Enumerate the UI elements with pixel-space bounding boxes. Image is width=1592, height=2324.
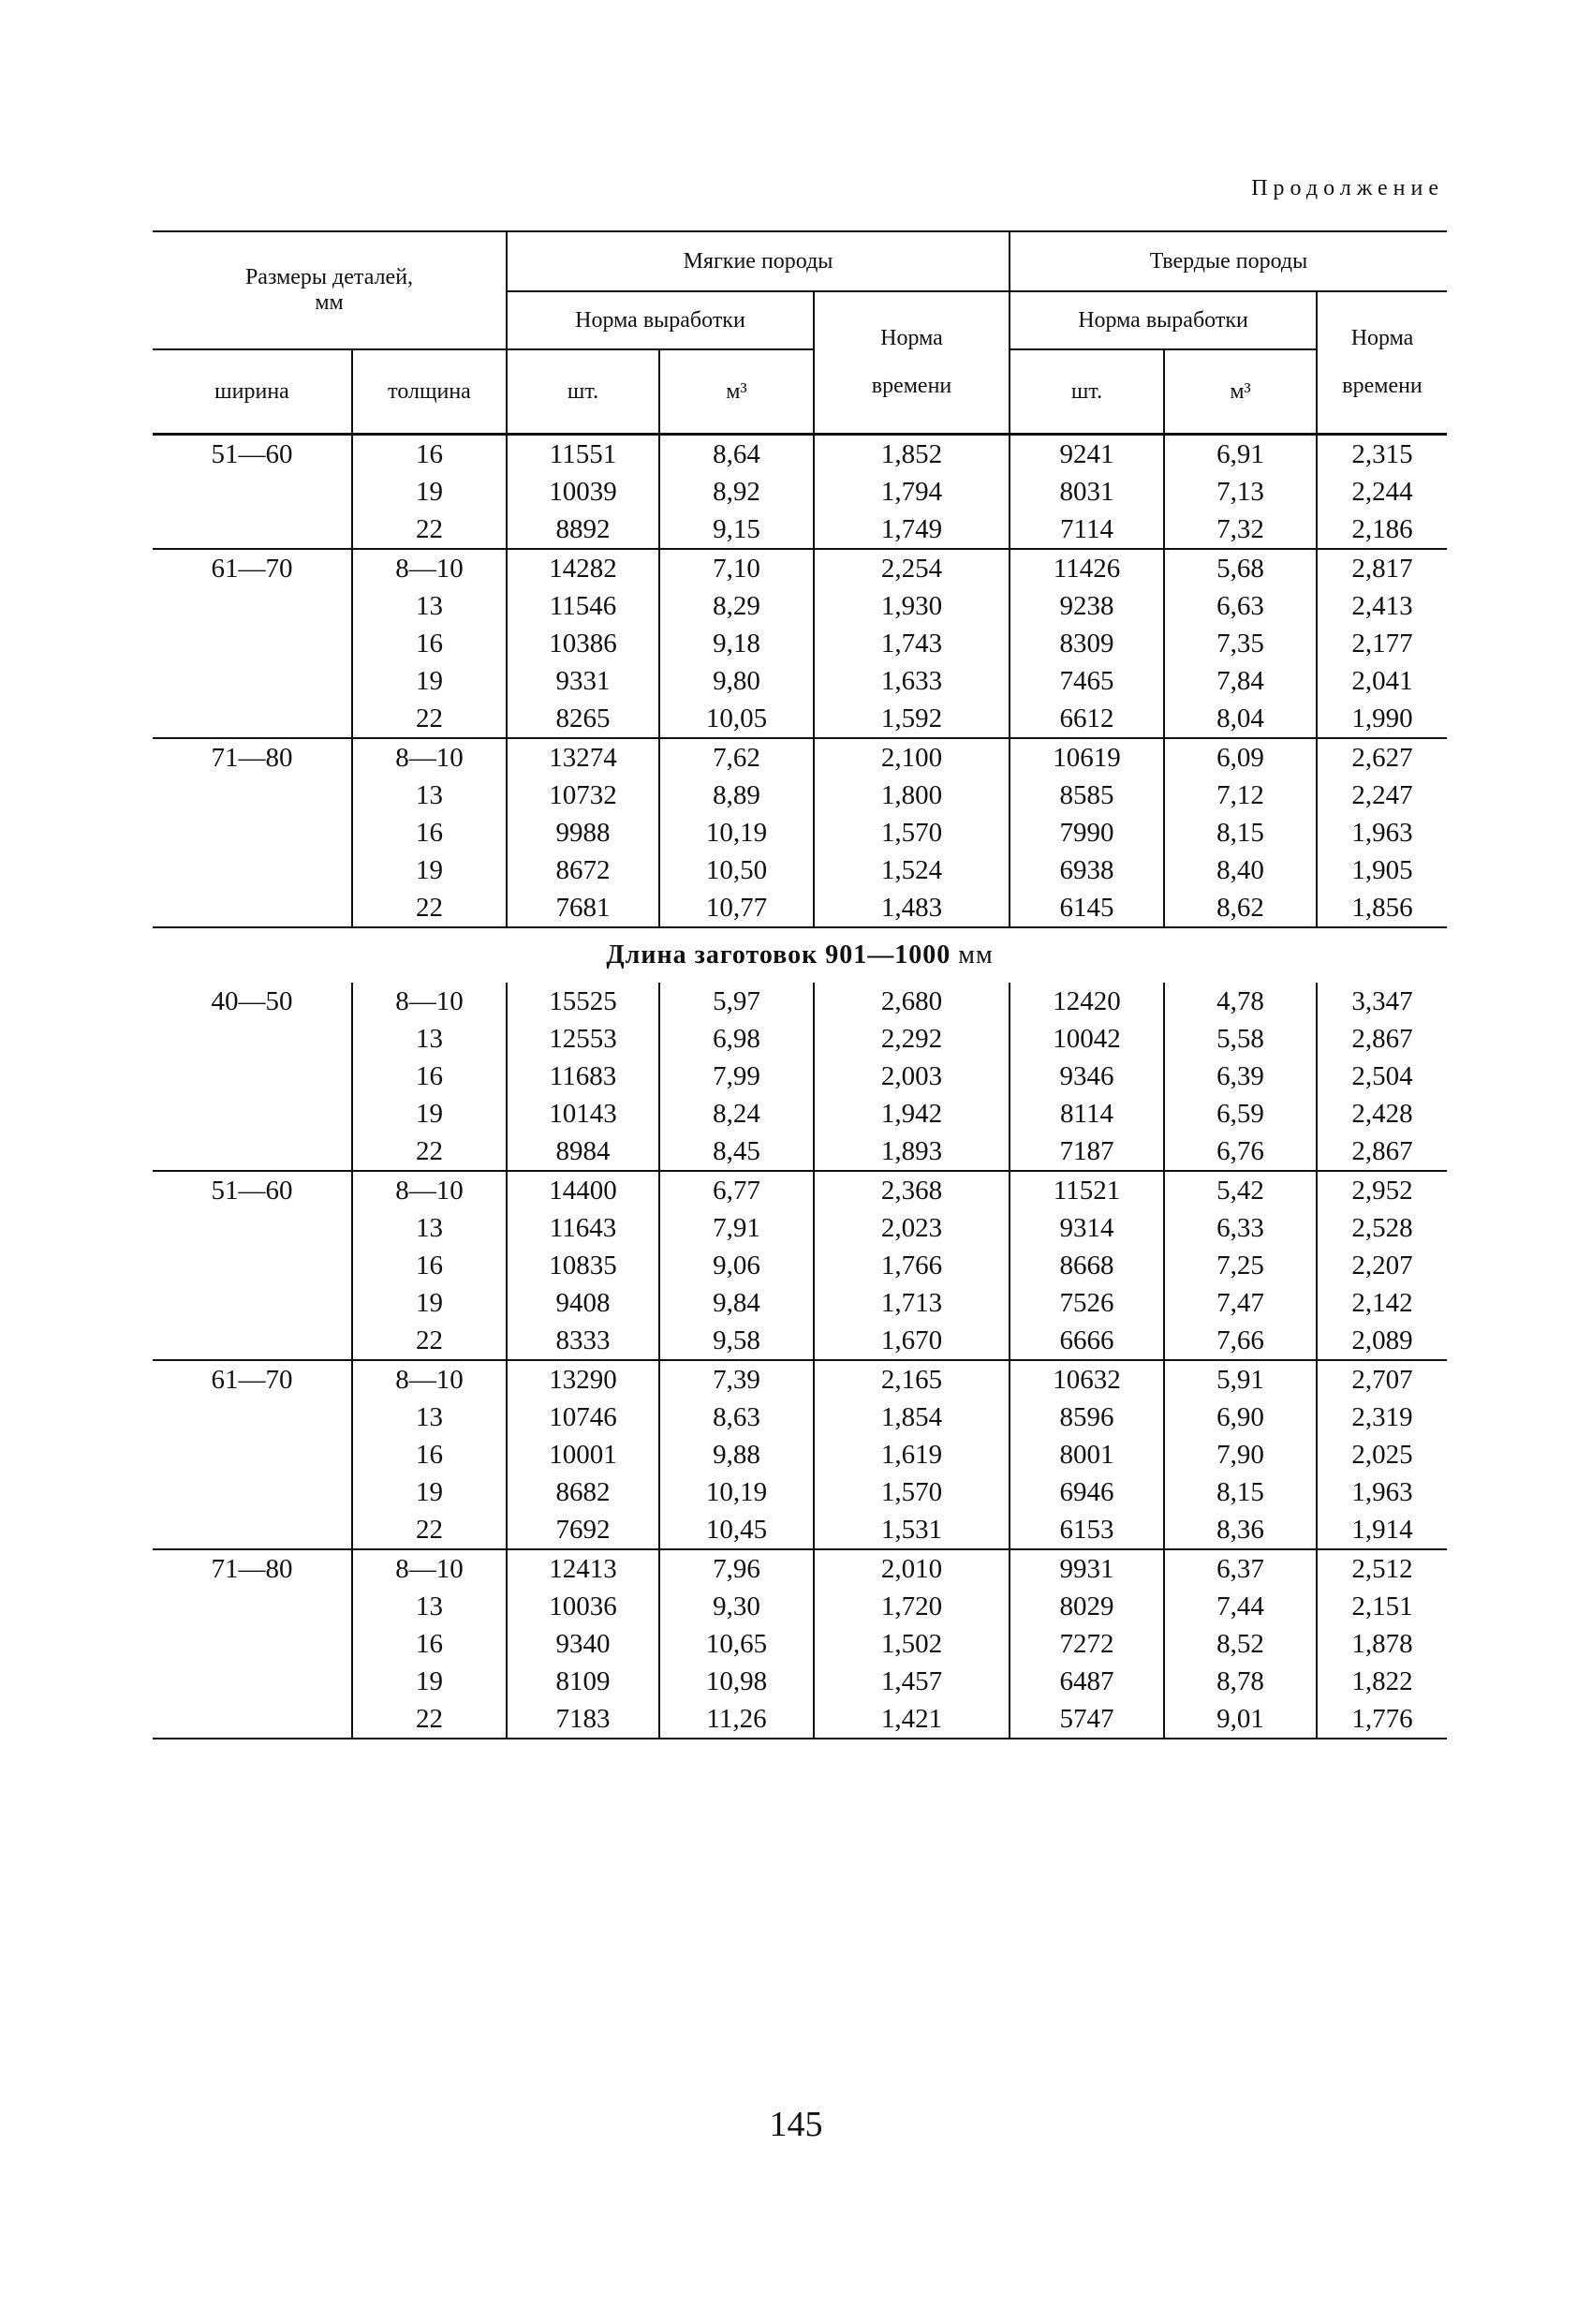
hard-time-cell: 1,905 (1317, 851, 1447, 889)
soft-m3-cell: 10,19 (659, 814, 814, 851)
time-norm-label: Норма (1350, 326, 1414, 350)
hard-pcs-cell: 10042 (1010, 1020, 1164, 1058)
hardwood-pcs-header: шт. (1010, 349, 1164, 433)
soft-m3-cell: 9,88 (659, 1436, 814, 1473)
hard-m3-cell: 6,33 (1164, 1209, 1317, 1247)
soft-pcs-cell: 9988 (507, 814, 659, 851)
soft-time-cell: 2,292 (814, 1020, 1010, 1058)
hard-time-cell: 1,990 (1317, 700, 1447, 738)
table-row (153, 549, 1447, 587)
soft-pcs-cell: 15525 (507, 983, 659, 1020)
width-cell: 51—60 (211, 439, 293, 469)
hard-time-cell: 2,413 (1317, 587, 1447, 625)
hard-time-cell: 2,319 (1317, 1399, 1447, 1436)
soft-m3-cell: 7,99 (659, 1058, 814, 1095)
thickness-cell: 19 (352, 473, 507, 511)
hard-m3-cell: 6,90 (1164, 1399, 1317, 1436)
soft-m3-cell: 9,15 (659, 511, 814, 549)
thickness-cell: 16 (352, 814, 507, 851)
hard-m3-cell: 6,63 (1164, 587, 1317, 625)
hard-time-cell: 2,428 (1317, 1095, 1447, 1132)
hard-pcs-cell: 8029 (1010, 1588, 1164, 1625)
thickness-cell: 19 (352, 1095, 507, 1132)
soft-time-cell: 1,942 (814, 1095, 1010, 1132)
width-cell: 40—50 (211, 986, 293, 1016)
hard-pcs-cell: 6153 (1010, 1511, 1164, 1549)
width-cell: 51—60 (153, 1171, 352, 1360)
soft-pcs-cell: 12553 (507, 1020, 659, 1058)
hard-m3-cell: 7,32 (1164, 511, 1317, 549)
hard-m3-cell: 6,39 (1164, 1058, 1317, 1095)
soft-pcs-cell: 9340 (507, 1625, 659, 1663)
hard-time-cell: 2,151 (1317, 1588, 1447, 1625)
hard-m3-cell: 9,01 (1164, 1700, 1317, 1739)
soft-m3-cell: 8,63 (659, 1399, 814, 1436)
soft-time-cell: 1,720 (814, 1588, 1010, 1625)
hard-pcs-cell: 8309 (1010, 625, 1164, 662)
soft-pcs-cell: 8265 (507, 700, 659, 738)
hard-time-cell: 1,822 (1317, 1663, 1447, 1700)
soft-time-cell: 1,800 (814, 777, 1010, 814)
soft-time-cell: 1,766 (814, 1247, 1010, 1284)
soft-pcs-cell: 10732 (507, 777, 659, 814)
thickness-cell: 19 (352, 1663, 507, 1700)
soft-time-cell: 1,749 (814, 511, 1010, 549)
hard-pcs-cell: 8668 (1010, 1247, 1164, 1284)
soft-time-cell: 1,743 (814, 625, 1010, 662)
thickness-cell: 16 (352, 1625, 507, 1663)
soft-pcs-cell: 8984 (507, 1132, 659, 1171)
hard-pcs-cell: 7114 (1010, 511, 1164, 549)
hard-pcs-cell: 9931 (1010, 1549, 1164, 1588)
soft-m3-cell: 7,39 (659, 1360, 814, 1399)
soft-time-cell: 1,570 (814, 814, 1010, 851)
softwood-pcs-header: шт. (507, 349, 659, 433)
soft-pcs-cell: 10039 (507, 473, 659, 511)
time-norm-label: времени (871, 374, 952, 398)
hard-time-cell: 2,025 (1317, 1436, 1447, 1473)
soft-time-cell: 1,457 (814, 1663, 1010, 1700)
table-row (153, 1360, 1447, 1399)
hard-time-cell: 1,878 (1317, 1625, 1447, 1663)
thickness-cell: 16 (352, 435, 507, 474)
soft-time-cell: 2,023 (814, 1209, 1010, 1247)
hardwood-time-norm-header (1317, 291, 1447, 433)
hard-time-cell: 2,512 (1317, 1549, 1447, 1588)
soft-m3-cell: 8,92 (659, 473, 814, 511)
hard-pcs-cell: 12420 (1010, 983, 1164, 1020)
thickness-cell: 16 (352, 1436, 507, 1473)
soft-m3-cell: 8,45 (659, 1132, 814, 1171)
soft-time-cell: 2,254 (814, 549, 1010, 587)
soft-pcs-cell: 9408 (507, 1284, 659, 1322)
soft-pcs-cell: 13274 (507, 738, 659, 777)
hard-pcs-cell: 6612 (1010, 700, 1164, 738)
hard-m3-cell: 8,52 (1164, 1625, 1317, 1663)
soft-m3-cell: 8,24 (659, 1095, 814, 1132)
hard-time-cell: 2,817 (1317, 549, 1447, 587)
thickness-cell: 13 (352, 1588, 507, 1625)
soft-time-cell: 1,524 (814, 851, 1010, 889)
hard-pcs-cell: 9241 (1010, 435, 1164, 474)
soft-pcs-cell: 7183 (507, 1700, 659, 1739)
soft-m3-cell: 10,77 (659, 889, 814, 927)
thickness-cell: 8—10 (352, 1171, 507, 1209)
hard-pcs-cell: 7187 (1010, 1132, 1164, 1171)
hard-m3-cell: 7,25 (1164, 1247, 1317, 1284)
thickness-cell: 22 (352, 889, 507, 927)
softwood-header: Мягкие породы (507, 231, 1010, 291)
table-header (153, 231, 1447, 435)
hard-time-cell: 2,707 (1317, 1360, 1447, 1399)
hard-time-cell: 1,963 (1317, 1473, 1447, 1511)
soft-m3-cell: 7,91 (659, 1209, 814, 1247)
hard-m3-cell: 8,04 (1164, 700, 1317, 738)
hard-time-cell: 2,867 (1317, 1020, 1447, 1058)
soft-pcs-cell: 11546 (507, 587, 659, 625)
soft-time-cell: 1,483 (814, 889, 1010, 927)
thickness-cell: 22 (352, 511, 507, 549)
soft-m3-cell: 9,84 (659, 1284, 814, 1322)
soft-time-cell: 1,592 (814, 700, 1010, 738)
soft-time-cell: 2,010 (814, 1549, 1010, 1588)
soft-time-cell: 1,930 (814, 587, 1010, 625)
soft-pcs-cell: 8109 (507, 1663, 659, 1700)
soft-pcs-cell: 10835 (507, 1247, 659, 1284)
thickness-cell: 22 (352, 1511, 507, 1549)
soft-time-cell: 1,421 (814, 1700, 1010, 1739)
width-cell: 61—70 (153, 549, 352, 738)
soft-pcs-cell: 7692 (507, 1511, 659, 1549)
soft-m3-cell: 9,58 (659, 1322, 814, 1360)
soft-time-cell: 1,633 (814, 662, 1010, 700)
section-title-row (153, 927, 1447, 983)
table-row (153, 435, 1447, 474)
hard-pcs-cell: 6487 (1010, 1663, 1164, 1700)
part-size-label: Размеры деталей, (244, 265, 414, 289)
hard-time-cell: 1,856 (1317, 889, 1447, 927)
soft-m3-cell: 10,45 (659, 1511, 814, 1549)
hard-pcs-cell: 7272 (1010, 1625, 1164, 1663)
hard-time-cell: 2,142 (1317, 1284, 1447, 1322)
hard-m3-cell: 8,36 (1164, 1511, 1317, 1549)
hard-pcs-cell: 11521 (1010, 1171, 1164, 1209)
hard-pcs-cell: 8585 (1010, 777, 1164, 814)
hard-m3-cell: 5,91 (1164, 1360, 1317, 1399)
hard-m3-cell: 7,13 (1164, 473, 1317, 511)
soft-m3-cell: 10,50 (659, 851, 814, 889)
hard-m3-cell: 8,62 (1164, 889, 1317, 927)
hard-pcs-cell: 7990 (1010, 814, 1164, 851)
part-size-header (153, 231, 507, 349)
hard-m3-cell: 4,78 (1164, 983, 1317, 1020)
soft-m3-cell: 9,06 (659, 1247, 814, 1284)
table-row (153, 1549, 1447, 1588)
continuation-label: Продолжение (1251, 176, 1444, 200)
soft-time-cell: 1,713 (814, 1284, 1010, 1322)
hard-pcs-cell: 11426 (1010, 549, 1164, 587)
hard-m3-cell: 6,91 (1164, 435, 1317, 474)
soft-pcs-cell: 10746 (507, 1399, 659, 1436)
hard-pcs-cell: 9314 (1010, 1209, 1164, 1247)
time-norm-label: времени (1342, 374, 1422, 398)
hard-m3-cell: 7,66 (1164, 1322, 1317, 1360)
hard-time-cell: 2,177 (1317, 625, 1447, 662)
width-header: ширина (153, 349, 352, 433)
hard-m3-cell: 6,37 (1164, 1549, 1317, 1588)
section-title-unit: мм (958, 940, 994, 970)
soft-pcs-cell: 7681 (507, 889, 659, 927)
hard-m3-cell: 8,40 (1164, 851, 1317, 889)
thickness-cell: 19 (352, 1284, 507, 1322)
hardwood-m3-header: м³ (1164, 349, 1317, 433)
hard-time-cell: 1,776 (1317, 1700, 1447, 1739)
hard-time-cell: 2,186 (1317, 511, 1447, 549)
hard-m3-cell: 6,76 (1164, 1132, 1317, 1171)
part-size-unit: мм (315, 290, 344, 315)
hard-pcs-cell: 9346 (1010, 1058, 1164, 1095)
thickness-cell: 22 (352, 1700, 507, 1739)
soft-pcs-cell: 10036 (507, 1588, 659, 1625)
hardwood-header: Твердые породы (1010, 231, 1447, 291)
soft-time-cell: 1,531 (814, 1511, 1010, 1549)
soft-m3-cell: 7,96 (659, 1549, 814, 1588)
hard-pcs-cell: 9238 (1010, 587, 1164, 625)
hard-m3-cell: 8,15 (1164, 814, 1317, 851)
soft-time-cell: 2,100 (814, 738, 1010, 777)
hard-time-cell: 3,347 (1317, 983, 1447, 1020)
soft-m3-cell: 10,05 (659, 700, 814, 738)
soft-m3-cell: 8,29 (659, 587, 814, 625)
soft-pcs-cell: 8333 (507, 1322, 659, 1360)
hard-m3-cell: 7,47 (1164, 1284, 1317, 1322)
soft-time-cell: 1,794 (814, 473, 1010, 511)
width-cell: 71—80 (153, 738, 352, 927)
soft-time-cell: 1,670 (814, 1322, 1010, 1360)
soft-m3-cell: 6,77 (659, 1171, 814, 1209)
section-title-text: Длина заготовок 901—1000 (606, 940, 951, 970)
page-number: 145 (769, 2105, 823, 2144)
soft-time-cell: 2,680 (814, 983, 1010, 1020)
thickness-cell: 19 (352, 662, 507, 700)
thickness-cell: 13 (352, 1399, 507, 1436)
soft-time-cell: 2,368 (814, 1171, 1010, 1209)
hard-pcs-cell: 10632 (1010, 1360, 1164, 1399)
soft-time-cell: 2,003 (814, 1058, 1010, 1095)
thickness-cell: 22 (352, 700, 507, 738)
soft-m3-cell: 8,89 (659, 777, 814, 814)
hard-pcs-cell: 6946 (1010, 1473, 1164, 1511)
soft-m3-cell: 8,64 (659, 435, 814, 474)
hard-m3-cell: 7,35 (1164, 625, 1317, 662)
hard-pcs-cell: 8596 (1010, 1399, 1164, 1436)
hard-pcs-cell: 5747 (1010, 1700, 1164, 1739)
hard-pcs-cell: 8031 (1010, 473, 1164, 511)
thickness-header: толщина (352, 349, 507, 433)
soft-m3-cell: 9,80 (659, 662, 814, 700)
soft-pcs-cell: 11683 (507, 1058, 659, 1095)
thickness-cell: 13 (352, 1209, 507, 1247)
soft-pcs-cell: 13290 (507, 1360, 659, 1399)
soft-m3-cell: 11,26 (659, 1700, 814, 1739)
soft-m3-cell: 6,98 (659, 1020, 814, 1058)
soft-pcs-cell: 8682 (507, 1473, 659, 1511)
soft-pcs-cell: 9331 (507, 662, 659, 700)
hard-m3-cell: 6,59 (1164, 1095, 1317, 1132)
thickness-cell: 19 (352, 851, 507, 889)
width-cell: 71—80 (153, 1549, 352, 1739)
table-body (153, 435, 1447, 1739)
hard-time-cell: 2,528 (1317, 1209, 1447, 1247)
thickness-cell: 8—10 (352, 549, 507, 587)
hard-m3-cell: 7,44 (1164, 1588, 1317, 1625)
hard-pcs-cell: 7526 (1010, 1284, 1164, 1322)
soft-pcs-cell: 8892 (507, 511, 659, 549)
soft-pcs-cell: 14400 (507, 1171, 659, 1209)
soft-time-cell: 1,502 (814, 1625, 1010, 1663)
hard-pcs-cell: 6938 (1010, 851, 1164, 889)
soft-pcs-cell: 11551 (507, 435, 659, 474)
hard-time-cell: 2,207 (1317, 1247, 1447, 1284)
table-row (153, 1171, 1447, 1209)
thickness-cell: 22 (352, 1132, 507, 1171)
hard-time-cell: 2,244 (1317, 473, 1447, 511)
soft-time-cell: 1,570 (814, 1473, 1010, 1511)
soft-m3-cell: 7,10 (659, 549, 814, 587)
soft-m3-cell: 10,98 (659, 1663, 814, 1700)
hard-m3-cell: 7,90 (1164, 1436, 1317, 1473)
hard-pcs-cell: 6145 (1010, 889, 1164, 927)
hard-time-cell: 2,041 (1317, 662, 1447, 700)
soft-time-cell: 1,893 (814, 1132, 1010, 1171)
thickness-cell: 13 (352, 777, 507, 814)
softwood-m3-header: м³ (659, 349, 814, 433)
softwood-time-norm-header (814, 291, 1010, 433)
hard-time-cell: 2,247 (1317, 777, 1447, 814)
soft-time-cell: 1,619 (814, 1436, 1010, 1473)
hard-pcs-cell: 8114 (1010, 1095, 1164, 1132)
hard-time-cell: 1,963 (1317, 814, 1447, 851)
time-norm-label: Норма (880, 326, 943, 350)
hard-m3-cell: 5,68 (1164, 549, 1317, 587)
hard-pcs-cell: 7465 (1010, 662, 1164, 700)
hard-time-cell: 2,504 (1317, 1058, 1447, 1095)
section-title (153, 927, 1447, 983)
soft-pcs-cell: 10001 (507, 1436, 659, 1473)
softwood-output-norm-header: Норма выработки (507, 291, 814, 349)
soft-pcs-cell: 14282 (507, 549, 659, 587)
hard-m3-cell: 5,58 (1164, 1020, 1317, 1058)
thickness-cell: 16 (352, 1058, 507, 1095)
soft-pcs-cell: 10143 (507, 1095, 659, 1132)
thickness-cell: 13 (352, 1020, 507, 1058)
hard-m3-cell: 7,84 (1164, 662, 1317, 700)
hard-m3-cell: 5,42 (1164, 1171, 1317, 1209)
soft-pcs-cell: 12413 (507, 1549, 659, 1588)
hard-time-cell: 2,627 (1317, 738, 1447, 777)
thickness-cell: 8—10 (352, 1360, 507, 1399)
norms-table (153, 230, 1447, 1739)
soft-time-cell: 1,852 (814, 435, 1010, 474)
table-row (153, 983, 1447, 1020)
thickness-cell: 19 (352, 1473, 507, 1511)
table-row (153, 738, 1447, 777)
soft-m3-cell: 9,30 (659, 1588, 814, 1625)
soft-pcs-cell: 10386 (507, 625, 659, 662)
hard-m3-cell: 6,09 (1164, 738, 1317, 777)
thickness-cell: 8—10 (352, 983, 507, 1020)
thickness-cell: 16 (352, 1247, 507, 1284)
thickness-cell: 22 (352, 1322, 507, 1360)
hard-m3-cell: 8,15 (1164, 1473, 1317, 1511)
thickness-cell: 13 (352, 587, 507, 625)
hardwood-output-norm-header: Норма выработки (1010, 291, 1317, 349)
thickness-cell: 8—10 (352, 738, 507, 777)
soft-time-cell: 2,165 (814, 1360, 1010, 1399)
hard-m3-cell: 7,12 (1164, 777, 1317, 814)
hard-pcs-cell: 10619 (1010, 738, 1164, 777)
hard-pcs-cell: 6666 (1010, 1322, 1164, 1360)
width-cell: 61—70 (153, 1360, 352, 1549)
soft-m3-cell: 10,19 (659, 1473, 814, 1511)
soft-pcs-cell: 11643 (507, 1209, 659, 1247)
soft-m3-cell: 7,62 (659, 738, 814, 777)
thickness-cell: 16 (352, 625, 507, 662)
hard-pcs-cell: 8001 (1010, 1436, 1164, 1473)
soft-pcs-cell: 8672 (507, 851, 659, 889)
hard-time-cell: 2,089 (1317, 1322, 1447, 1360)
soft-m3-cell: 10,65 (659, 1625, 814, 1663)
thickness-cell: 8—10 (352, 1549, 507, 1588)
hard-time-cell: 1,914 (1317, 1511, 1447, 1549)
soft-m3-cell: 9,18 (659, 625, 814, 662)
hard-time-cell: 2,315 (1317, 435, 1447, 474)
soft-time-cell: 1,854 (814, 1399, 1010, 1436)
hard-m3-cell: 8,78 (1164, 1663, 1317, 1700)
soft-m3-cell: 5,97 (659, 983, 814, 1020)
hard-time-cell: 2,952 (1317, 1171, 1447, 1209)
hard-time-cell: 2,867 (1317, 1132, 1447, 1171)
